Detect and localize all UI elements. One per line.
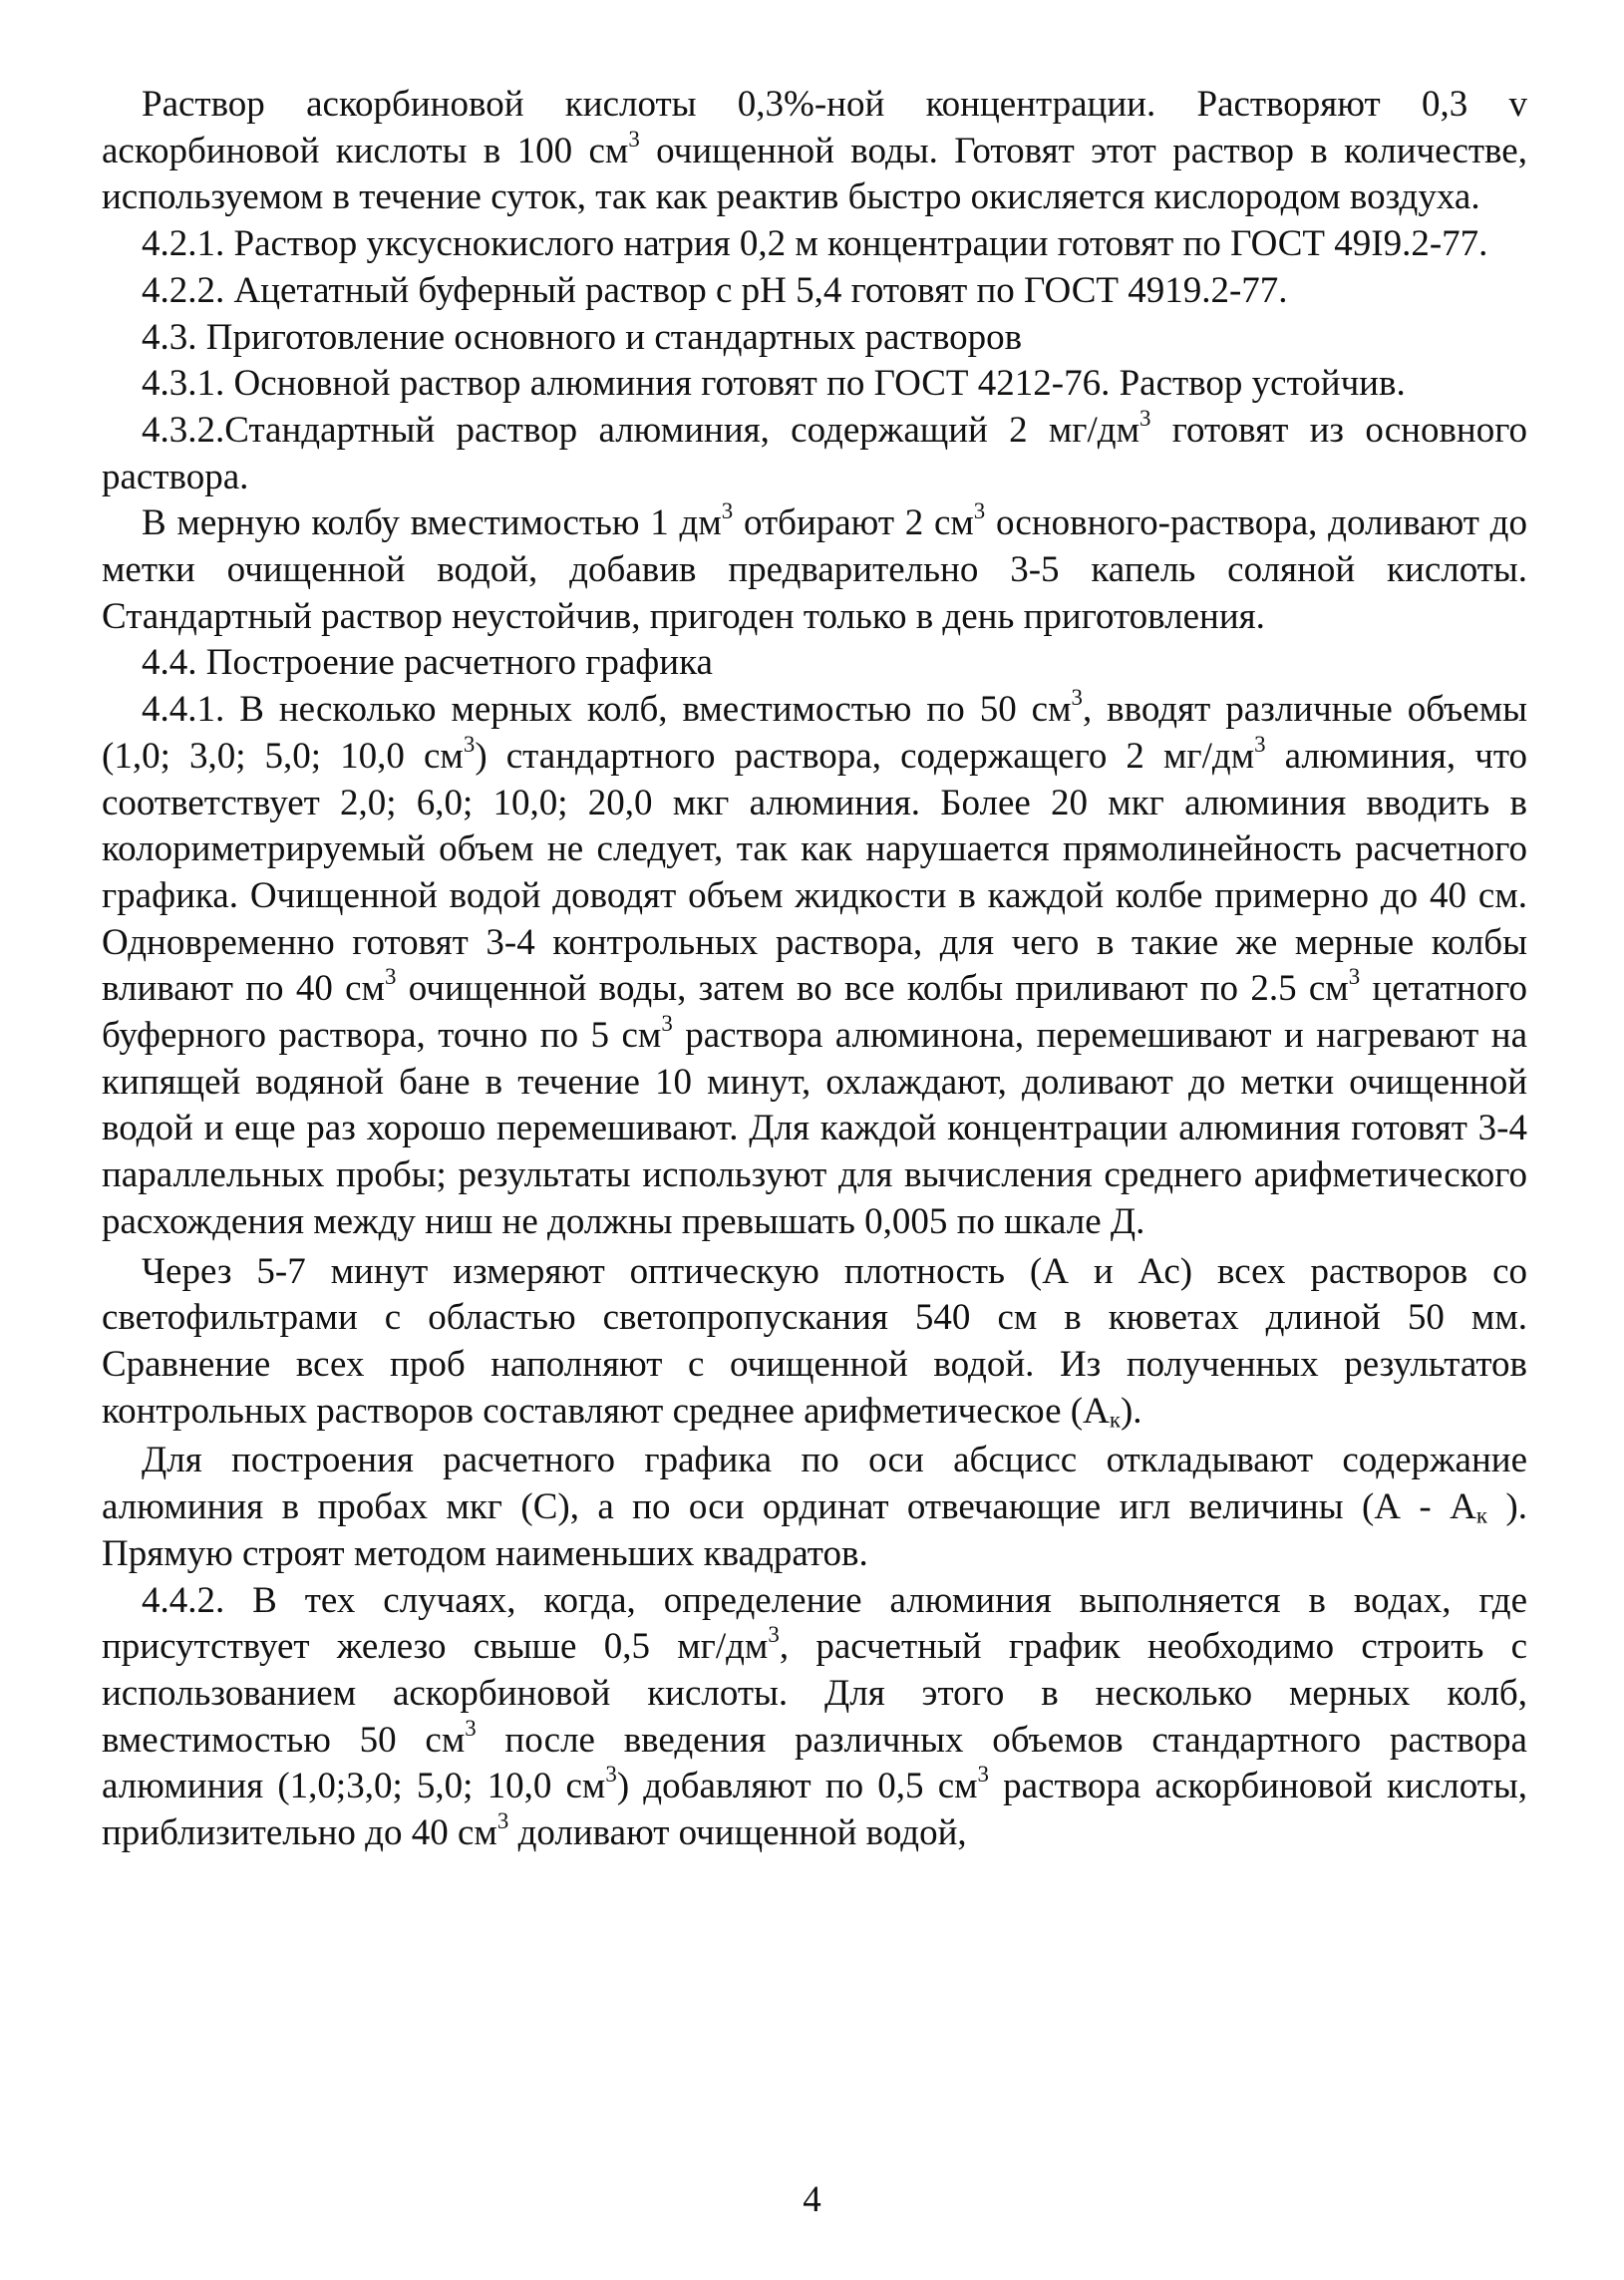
paragraph-flask-procedure: В мерную колбу вместимостью 1 $дм^3$ отбирают 2 $см^3$ основного-раствора, доливают до метки очищенной водой, добавив предварительно 3-5 капель соляной кислоты. Стандартный раствор неустойчив, пригоден только в день приготовления. [102, 498, 1527, 637]
paragraph-graph-construction: Для построения расчетного графика по оси абсцисс откладывают содержание алюминия в пробах мкг (С), а по оси ординат отвечающие игл величины ($А - А_к$ ). Прямую строят методом наименьших квадратов. [102, 1440, 1527, 1574]
paragraph-sec-4-2-2: 4.2.2. Ацетатный буферный раствор с рН 5,4 готовят по ГОСТ 4919.2-77. [142, 269, 1288, 311]
paragraph-measurement: Через 5-7 минут измеряют оптическую плотность (А и Ас) всех растворов со светофильтрами с областью светопропускания 540 см в кюветах длиной 50 мм. Сравнение всех проб наполняют с очищенной водой. Из полученных результатов контрольных растворов составляют среднее арифметическое $(А_к)$. [102, 1250, 1527, 1433]
paragraph-ascorbic-solution: Раствор аскорбиновой кислоты 0,3%-ной концентрации. Растворяют 0,3 v аскорбиновой кислоты в 100 $см^3$ очищенной воды. Готовят этот раствор в количестве, используемом в течение суток, так как реактив быстро окисляется кислородом воздуха. [102, 84, 1527, 218]
paragraph-sec-4-2-1: 4.2.1. Раствор уксуснокислого натрия 0,2 м концентрации готовят по ГОСТ 49I9.2-77. [142, 223, 1488, 265]
paragraph-sec-4-3-1: 4.3.1. Основной раствор алюминия готовят по ГОСТ 4212-76. Раствор устойчив. [142, 363, 1406, 405]
paragraph-sec-4-4-2: 4.4.2. В тех случаях, когда, определение алюминия выполняется в водах, где присутствует железо свыше 0,5 $мг/дм^3$, расчетный график необходимо строить с использованием аскорбиновой кислоты. Для этого в несколько мерных колб, вместимостью 50 $см^3$ после введения различных объемов стандартного раствора алюминия (1,0;3,0; 5,0; 10,0 $см^3$) добавляют по 0,5 $см^3$ раствора аскорбиновой кислоты, приблизительно до 40 $см^3$ доливают очищенной водой, [102, 1579, 1527, 1854]
document-body [102, 82, 1527, 1857]
section-heading-4-4: 4.4. Построение расчетного графика [142, 642, 713, 684]
section-heading-4-3: 4.3. Приготовление основного и стандартных растворов [142, 316, 1023, 358]
paragraph-sec-4-3-2: 4.3.2.Стандартный раствор алюминия, содержащий 2 $мг/дм^3$ готовят из основного раствора. [102, 405, 1527, 497]
page-number: 4 [803, 2179, 821, 2220]
paragraph-sec-4-4-1: 4.4.1. В несколько мерных колб, вместимостью по 50 $см^3$, вводят различные объемы (1,0; 3,0; 5,0; 10,0 $см^3$) стандартного раствора, содержащего 2 $мг/дм^3$ алюминия, что соответствует 2,0; 6,0; 10,0; 20,0 мкг алюминия. Более 20 мкг алюминия вводить в колориметрируемый объем не следует, так как нарушается прямолинейность расчетного графика. Очищенной водой доводят объем жидкости в каждой колбе примерно до 40 см. Одновременно готовят 3-4 контрольных раствора, для чего в такие же мерные колбы вливают по 40 $см^3$ очищенной воды, затем во все колбы приливают по 2.5 $см^3$ цетатного буферного раствора, точно по 5 $см^3$ раствора алюминона, перемешивают и нагревают на кипящей водяной бане в течение 10 минут, охлаждают, доливают до метки очищенной водой и еще раз хорошо перемешивают. Для каждой концентрации алюминия готовят 3-4 параллельных пробы; результаты используют для вычисления среднего арифметического расхождения между ниш не должны превышать 0,005 по шкале Д. [102, 685, 1528, 1242]
